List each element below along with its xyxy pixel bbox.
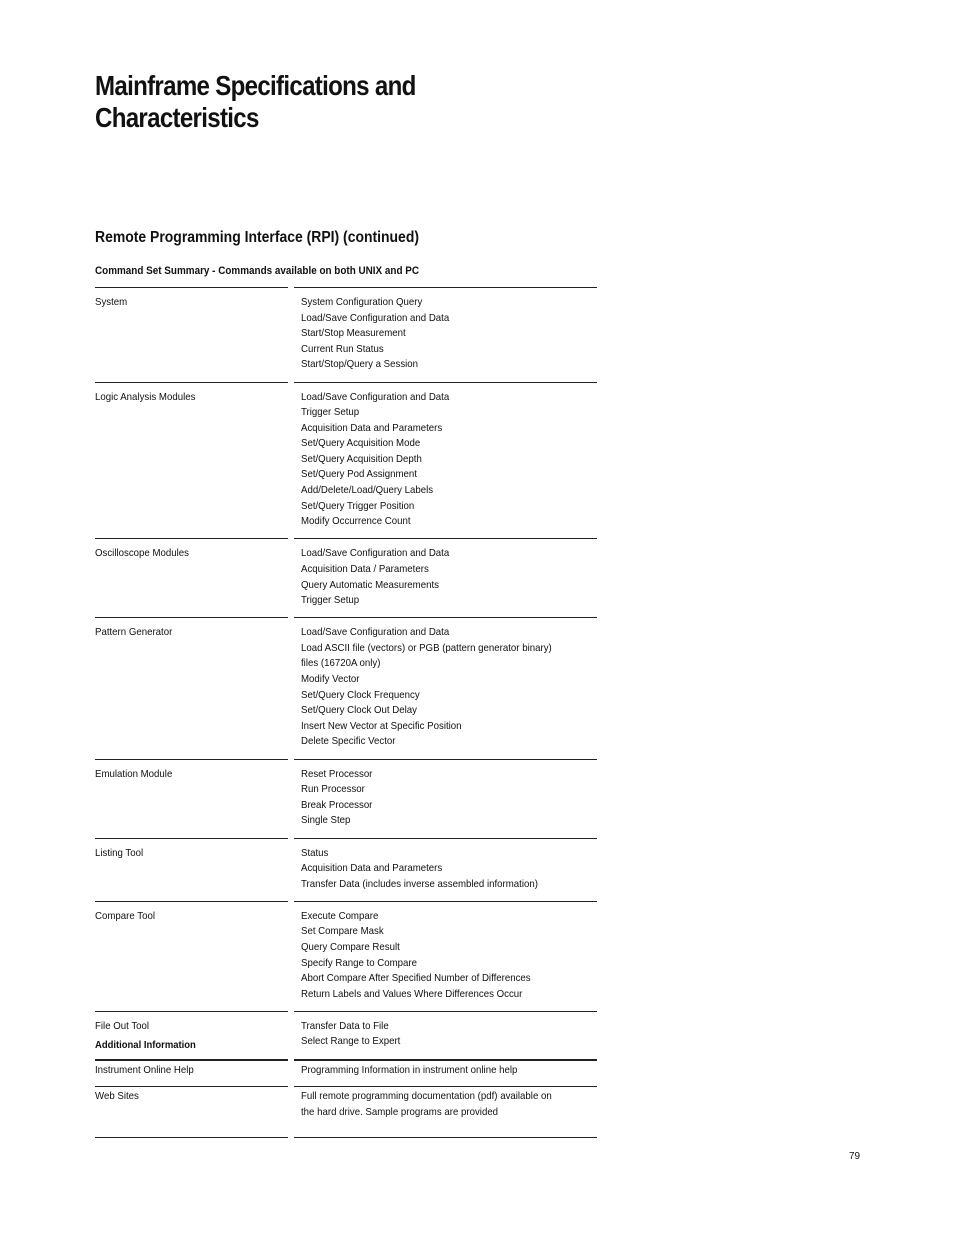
row-item-text: Reset Processor <box>301 767 373 780</box>
row-divider-left <box>95 901 288 902</box>
row-label: Emulation Module <box>95 767 173 780</box>
row-item-text: Query Compare Result <box>301 940 400 953</box>
row-item-text: Select Range to Expert <box>301 1035 401 1048</box>
page-title-line2: Characteristics <box>95 102 259 133</box>
row-item-text: Break Processor <box>301 798 373 811</box>
row-item-text: Start/Stop Measurement <box>301 327 406 340</box>
row-item-text: Specify Range to Compare <box>301 956 417 969</box>
row-item-text: Single Step <box>301 814 351 827</box>
row-items <box>301 1019 601 1050</box>
row-items <box>301 295 601 373</box>
row-divider-right <box>294 901 597 902</box>
row-label: Pattern Generator <box>95 626 173 639</box>
row-items <box>301 625 601 750</box>
row-label: Logic Analysis Modules <box>95 390 196 403</box>
row-item-text: System Configuration Query <box>301 296 423 308</box>
row-item-text: Start/Stop/Query a Session <box>301 358 419 371</box>
row-divider-right <box>294 538 597 539</box>
row-item-text: Modify Occurrence Count <box>301 515 411 528</box>
table-subtitle: Command Set Summary - Commands available on both UNIX and PC <box>95 265 420 277</box>
row-divider-left <box>95 617 288 618</box>
row-items <box>301 546 601 608</box>
row-divider-left <box>95 382 288 383</box>
row-item-text: Programming Information in instrument online help <box>301 1064 518 1076</box>
row-items <box>301 390 601 530</box>
row-item-text: Acquisition Data / Parameters <box>301 562 429 575</box>
row-divider-right <box>294 759 597 760</box>
row-item-text: Trigger Setup <box>301 594 360 607</box>
row-divider-right <box>294 287 597 288</box>
row-label: System <box>95 296 128 308</box>
row-items <box>301 1063 601 1079</box>
row-divider-left <box>95 538 288 539</box>
section-title: Remote Programming Interface (RPI) (continued) <box>95 229 419 246</box>
row-item-text: Return Labels and Values Where Differences Occur <box>301 987 523 1000</box>
row-label: Oscilloscope Modules <box>95 547 189 560</box>
row-divider-left <box>95 287 288 288</box>
row-items <box>301 846 601 893</box>
page-title <box>95 70 416 134</box>
row-item-text: Full remote programming documentation (pdf) available on <box>301 1090 552 1103</box>
row-item-text: Set Compare Mask <box>301 925 384 938</box>
row-items <box>301 1089 601 1120</box>
row-item-text: Abort Compare After Specified Number of Differences <box>301 972 531 985</box>
row-item-text: Load ASCII file (vectors) or PGB (pattern generator binary) <box>301 641 552 654</box>
row-item-text: Add/Delete/Load/Query Labels <box>301 484 434 497</box>
row-divider-left <box>95 1060 288 1061</box>
row-item-text: Execute Compare <box>301 909 379 922</box>
row-item-text: Set/Query Acquisition Mode <box>301 437 421 450</box>
row-item-text: Modify Vector <box>301 673 360 686</box>
page-title-line1: Mainframe Specifications and <box>95 70 416 101</box>
row-item-text: Query Automatic Measurements <box>301 578 439 591</box>
row-item-text: Acquisition Data and Parameters <box>301 421 443 434</box>
row-item-text: Set/Query Clock Out Delay <box>301 704 417 717</box>
row-item-text: Run Processor <box>301 783 365 796</box>
row-divider-right <box>294 617 597 618</box>
row-item-text: Load/Save Configuration and Data <box>301 311 450 324</box>
additional-info-heading: Additional Information <box>95 1039 196 1051</box>
row-divider-left <box>95 759 288 760</box>
row-item-text: the hard drive. Sample programs are provided <box>301 1105 499 1118</box>
row-item-text: Load/Save Configuration and Data <box>301 547 450 560</box>
row-divider-right <box>294 1011 597 1012</box>
row-divider-left <box>95 1086 288 1087</box>
row-label: Web Sites <box>95 1090 139 1103</box>
table-bottom-rule-right <box>294 1137 597 1138</box>
row-item-text: Status <box>301 846 329 859</box>
row-items <box>301 909 601 1003</box>
row-divider-right <box>294 1086 597 1087</box>
row-item-text: Set/Query Clock Frequency <box>301 688 420 701</box>
row-label: Compare Tool <box>95 909 155 922</box>
row-label: Instrument Online Help <box>95 1064 194 1076</box>
row-label: File Out Tool <box>95 1019 150 1032</box>
row-item-text: Acquisition Data and Parameters <box>301 862 443 875</box>
row-divider-left <box>95 838 288 839</box>
row-item-text: Current Run Status <box>301 342 384 355</box>
row-divider-right <box>294 382 597 383</box>
row-item-text: Transfer Data to File <box>301 1019 389 1032</box>
row-item-text: Load/Save Configuration and Data <box>301 626 450 639</box>
row-item-text: Delete Specific Vector <box>301 735 396 748</box>
row-divider-left <box>95 1011 288 1012</box>
row-item-text: Load/Save Configuration and Data <box>301 390 450 403</box>
row-item-text: Transfer Data (includes inverse assembled information) <box>301 877 538 890</box>
row-item-text: Set/Query Pod Assignment <box>301 468 417 481</box>
row-item-text: Insert New Vector at Specific Position <box>301 719 462 732</box>
row-label: Listing Tool <box>95 846 144 859</box>
row-divider-right <box>294 838 597 839</box>
table-bottom-rule-left <box>95 1137 288 1138</box>
row-divider-right <box>294 1060 597 1061</box>
row-item-text: Trigger Setup <box>301 406 360 419</box>
page-number: 79 <box>849 1151 861 1162</box>
row-item-text: Set/Query Acquisition Depth <box>301 452 422 465</box>
row-item-text: Set/Query Trigger Position <box>301 499 415 512</box>
row-items <box>301 767 601 829</box>
row-item-text: files (16720A only) <box>301 657 381 670</box>
